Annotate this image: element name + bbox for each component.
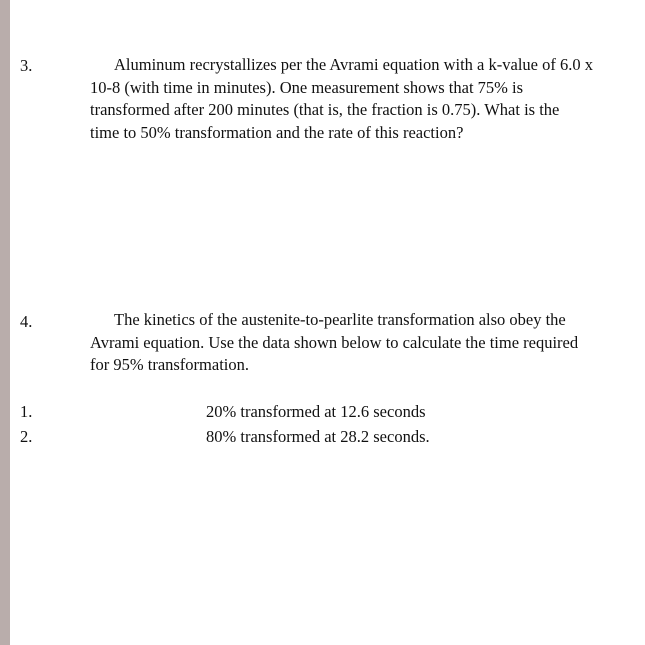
question-3-text	[90, 54, 638, 145]
data-item-1-text: 20% transformed at 12.6 seconds	[206, 402, 426, 421]
data-item-2-number: 2.	[20, 427, 33, 446]
question-4-line-2: Avrami equation. Use the data shown below to calculate the time required	[90, 332, 579, 352]
question-3-line-3: transformed after 200 minutes (that is, the fraction is 0.75). What is the	[90, 100, 560, 120]
question-3-number: 3.	[20, 56, 33, 75]
question-4-number: 4.	[20, 312, 33, 331]
question-4-line-1: The kinetics of the austenite-to-pearlite transformation also obey the	[114, 310, 566, 329]
data-item-1-number: 1.	[20, 402, 33, 421]
question-4-line-3: for 95% transformation.	[90, 355, 249, 375]
question-3-line-4: time to 50% transformation and the rate of this reaction?	[90, 123, 464, 143]
question-3-line-1: Aluminum recrystallizes per the Avrami equation with a k-value of 6.0 x	[114, 55, 593, 74]
page-edge-bar	[0, 0, 10, 645]
data-item-2-text: 80% transformed at 28.2 seconds.	[206, 427, 430, 446]
question-3-line-2: 10-8 (with time in minutes). One measurement shows that 75% is	[90, 77, 524, 97]
question-4-text	[90, 309, 638, 377]
